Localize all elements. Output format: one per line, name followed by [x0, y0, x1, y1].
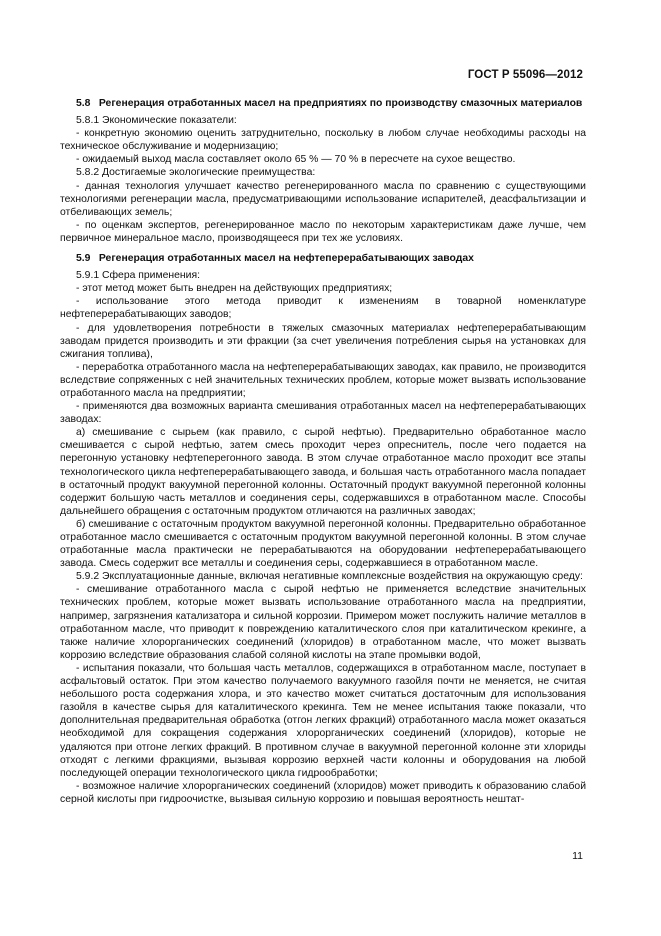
- paragraph-5-9-2: 5.9.2 Эксплуатационные данные, включая негативные комплексные воздействия на окружающую среду:: [76, 571, 583, 583]
- list-item: - данная технология улучшает качество регенерированного масла по сравнению с существующими технологиями регенерации масла, предусматривающими использование испарителей, деасфальтизации и отбеливающих земель;: [60, 180, 586, 218]
- list-item: - применяются два возможных варианта смешивания отработанных масел на нефтеперерабатывающих заводах:: [60, 401, 586, 426]
- section-heading-5-8: [60, 97, 586, 110]
- list-item: - по оценкам экспертов, регенерированное масло по некоторым характеристикам даже лучше, чем первичное минеральное масло, производящееся при тех же условиях.: [60, 219, 586, 244]
- section-title: Регенерация отработанных масел на предприятиях по производству смазочных материалов: [98, 98, 583, 109]
- list-item: - возможное наличие хлорорганических соединений (хлоридов) может приводить к образованию слабой серной кислоты при гидроочистке, вызывая сильную коррозию и повышая вероятность нештат-: [60, 780, 586, 805]
- paragraph-5-8-2: 5.8.2 Достигаемые экологические преимущества:: [76, 167, 316, 179]
- list-item: - этот метод может быть внедрен на действующих предприятиях;: [76, 283, 393, 295]
- list-item: - переработка отработанного масла на нефтеперерабатывающих заводах, как правило, не производится вследствие сопряженных с ней значительных технических проблем, которые может вызвать использование отработанного масла на предприятии;: [60, 361, 586, 399]
- list-item: - использование этого метода приводит к изменениям в товарной номенклатуре нефтеперерабатывающих заводов;: [60, 296, 586, 321]
- list-item: - ожидаемый выход масла составляет около 65 % — 70 % в пересчете на сухое вещество.: [76, 154, 516, 166]
- list-item: - конкретную экономию оценить затруднительно, поскольку в любом случае необходимы расходы на техническое обслуживание и модернизацию;: [60, 128, 586, 153]
- list-item: - испытания показали, что большая часть металлов, содержащихся в отработанном масле, поступает в асфальтовый остаток. При этом качество получаемого вакуумного газойля почти не меняется, не считая небольшого роста содержания хлора, и это качество может считаться достаточным для использования газойля в качестве сырья для каталитического крекинга. Тем не менее испытания также показали, что дополнительная предварительная обработка (отгон легких фракций) отработанного масла может оказаться необходимой для сокращения содержания хлорорганических соединений (хлоридов), которые не удаляются при отгоне легких фракций. В противном случае в вакуумной перегонной колонне эти хлориды отходят с легкими фракциями, вызывая коррозию верхней части колонны и оборудования на любой последующей операции технологического цикла гидрообработки;: [60, 662, 586, 779]
- section-number: 5.9: [76, 253, 91, 265]
- page-number: 11: [572, 850, 583, 862]
- subitem-a: а) смешивание с сырьем (как правило, с сырой нефтью). Предварительно обработанное масло смешивается с сырой нефтью, затем смесь проходит через опреснитель, после чего подается на перегонную установку нефтеперегонного завода. В этом случае отработанное масло проходит все этапы технологического цикла нефтеперерабатывающего завода, и большая часть отработанного масла попадает в остаточный продукт вакуумной перегонной колонны. Остаточный продукт вакуумной перегонной колонны содержит большую часть металлов и соединения серы, содержавшихся в отработанном масле. Способы дальнейшего обращения с остаточным продуктом отличаются на различных заводах;: [60, 427, 586, 517]
- document-header: ГОСТ Р 55096—2012: [467, 69, 583, 81]
- subitem-b: б) смешивание с остаточным продуктом вакуумной перегонной колонны. Предварительно обработанное отработанное масло смешивается с остаточным продуктом вакуумной перегонной колонны. В этом случае отработанные масла практически не перерабатываются на оборудовании нефтеперерабатывающего завода. Смесь содержит все металлы и соединения серы, содержавшиеся в отработанном масле.: [60, 518, 586, 570]
- spacer: [60, 245, 586, 249]
- paragraph-5-9-1: 5.9.1 Сфера применения:: [76, 270, 200, 282]
- section-title: Регенерация отработанных масел на нефтеперерабатывающих заводах: [98, 253, 474, 265]
- section-number: 5.8: [76, 98, 91, 109]
- document-body: [60, 94, 586, 806]
- section-heading-5-9: [60, 252, 586, 265]
- list-item: - для удовлетворения потребности в тяжелых смазочных материалах нефтеперерабатывающим заводам придется производить и эти фракции (за счет увеличения потребления сырья на установках для сжигания топлива),: [60, 322, 586, 360]
- paragraph-5-8-1: 5.8.1 Экономические показатели:: [76, 115, 237, 127]
- list-item: - смешивание отработанного масла с сырой нефтью не применяется вследствие значительных технических проблем, которые может вызвать использование отработанного масла на предприятии, например, загрязнения катализатора и сильной коррозии. Примером может послужить наличие металлов в отработанном масле, что приводит к повреждению каталитического слоя при каталитическом крекинге, а также наличие хлорорганических соединений (хлоридов) в отработанном масле, что может вызвать коррозию вследствие образования слабой соляной кислоты на этапе промывки водой,: [60, 584, 586, 661]
